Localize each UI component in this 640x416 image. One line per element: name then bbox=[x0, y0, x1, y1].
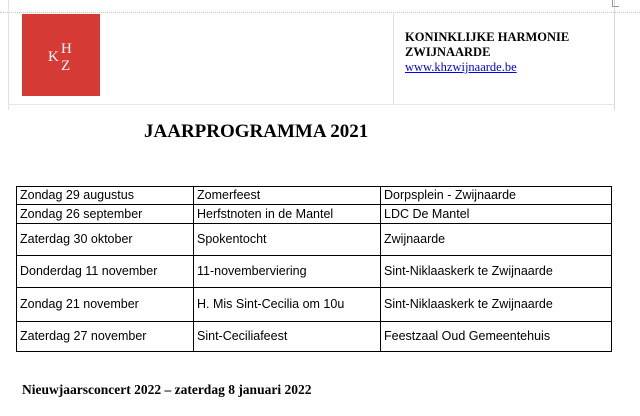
header-frame-left bbox=[8, 0, 9, 110]
table-row bbox=[17, 205, 612, 224]
table-row bbox=[17, 288, 612, 322]
cell-location[interactable]: Feestzaal Oud Gemeentehuis bbox=[381, 322, 612, 352]
document-title: JAARPROGRAMMA 2021 bbox=[144, 121, 369, 142]
cell-location[interactable]: Zwijnaarde bbox=[381, 224, 612, 256]
cell-location[interactable]: Sint-Niklaaskerk te Zwijnaarde bbox=[381, 288, 612, 322]
org-name-line1: KONINKLIJKE HARMONIE bbox=[405, 30, 570, 44]
website-link[interactable]: www.khzwijnaarde.be bbox=[405, 60, 517, 74]
logo-letter-h: H bbox=[61, 41, 72, 57]
cell-date[interactable]: Zondag 21 november bbox=[17, 288, 194, 322]
cell-event[interactable]: Spokentocht bbox=[194, 224, 381, 256]
cell-date[interactable]: Zondag 26 september bbox=[17, 205, 194, 224]
program-table bbox=[16, 186, 612, 352]
header-frame-top bbox=[0, 12, 640, 13]
logo-letter-k: K bbox=[48, 49, 59, 65]
table-row bbox=[17, 224, 612, 256]
table-row bbox=[17, 322, 612, 352]
cell-event[interactable]: 11-novemberviering bbox=[194, 256, 381, 288]
org-name-line2: ZWIJNAARDE bbox=[405, 45, 491, 59]
cell-location[interactable]: LDC De Mantel bbox=[381, 205, 612, 224]
cell-event[interactable]: Herfstnoten in de Mantel bbox=[194, 205, 381, 224]
cell-event[interactable]: H. Mis Sint-Cecilia om 10u bbox=[194, 288, 381, 322]
footer-note: Nieuwjaarsconcert 2022 – zaterdag 8 januari 2022 bbox=[22, 382, 312, 397]
cell-location[interactable]: Dorpsplein - Zwijnaarde bbox=[381, 187, 612, 205]
cell-date[interactable]: Zondag 29 augustus bbox=[17, 187, 194, 205]
cell-event[interactable]: Sint-Ceciliafeest bbox=[194, 322, 381, 352]
table-row bbox=[17, 256, 612, 288]
margin-corner-mark bbox=[612, 0, 619, 7]
cell-date[interactable]: Donderdag 11 november bbox=[17, 256, 194, 288]
organization-info bbox=[405, 30, 615, 75]
cell-date[interactable]: Zaterdag 27 november bbox=[17, 322, 194, 352]
table-row bbox=[17, 187, 612, 205]
header-frame-bottom bbox=[8, 104, 614, 105]
cell-event[interactable]: Zomerfeest bbox=[194, 187, 381, 205]
logo-letter-z: Z bbox=[61, 58, 71, 74]
cell-location[interactable]: Sint-Niklaaskerk te Zwijnaarde bbox=[381, 256, 612, 288]
header-divider bbox=[393, 12, 394, 104]
cell-date[interactable]: Zaterdag 30 oktober bbox=[17, 224, 194, 256]
khz-logo bbox=[22, 14, 100, 96]
